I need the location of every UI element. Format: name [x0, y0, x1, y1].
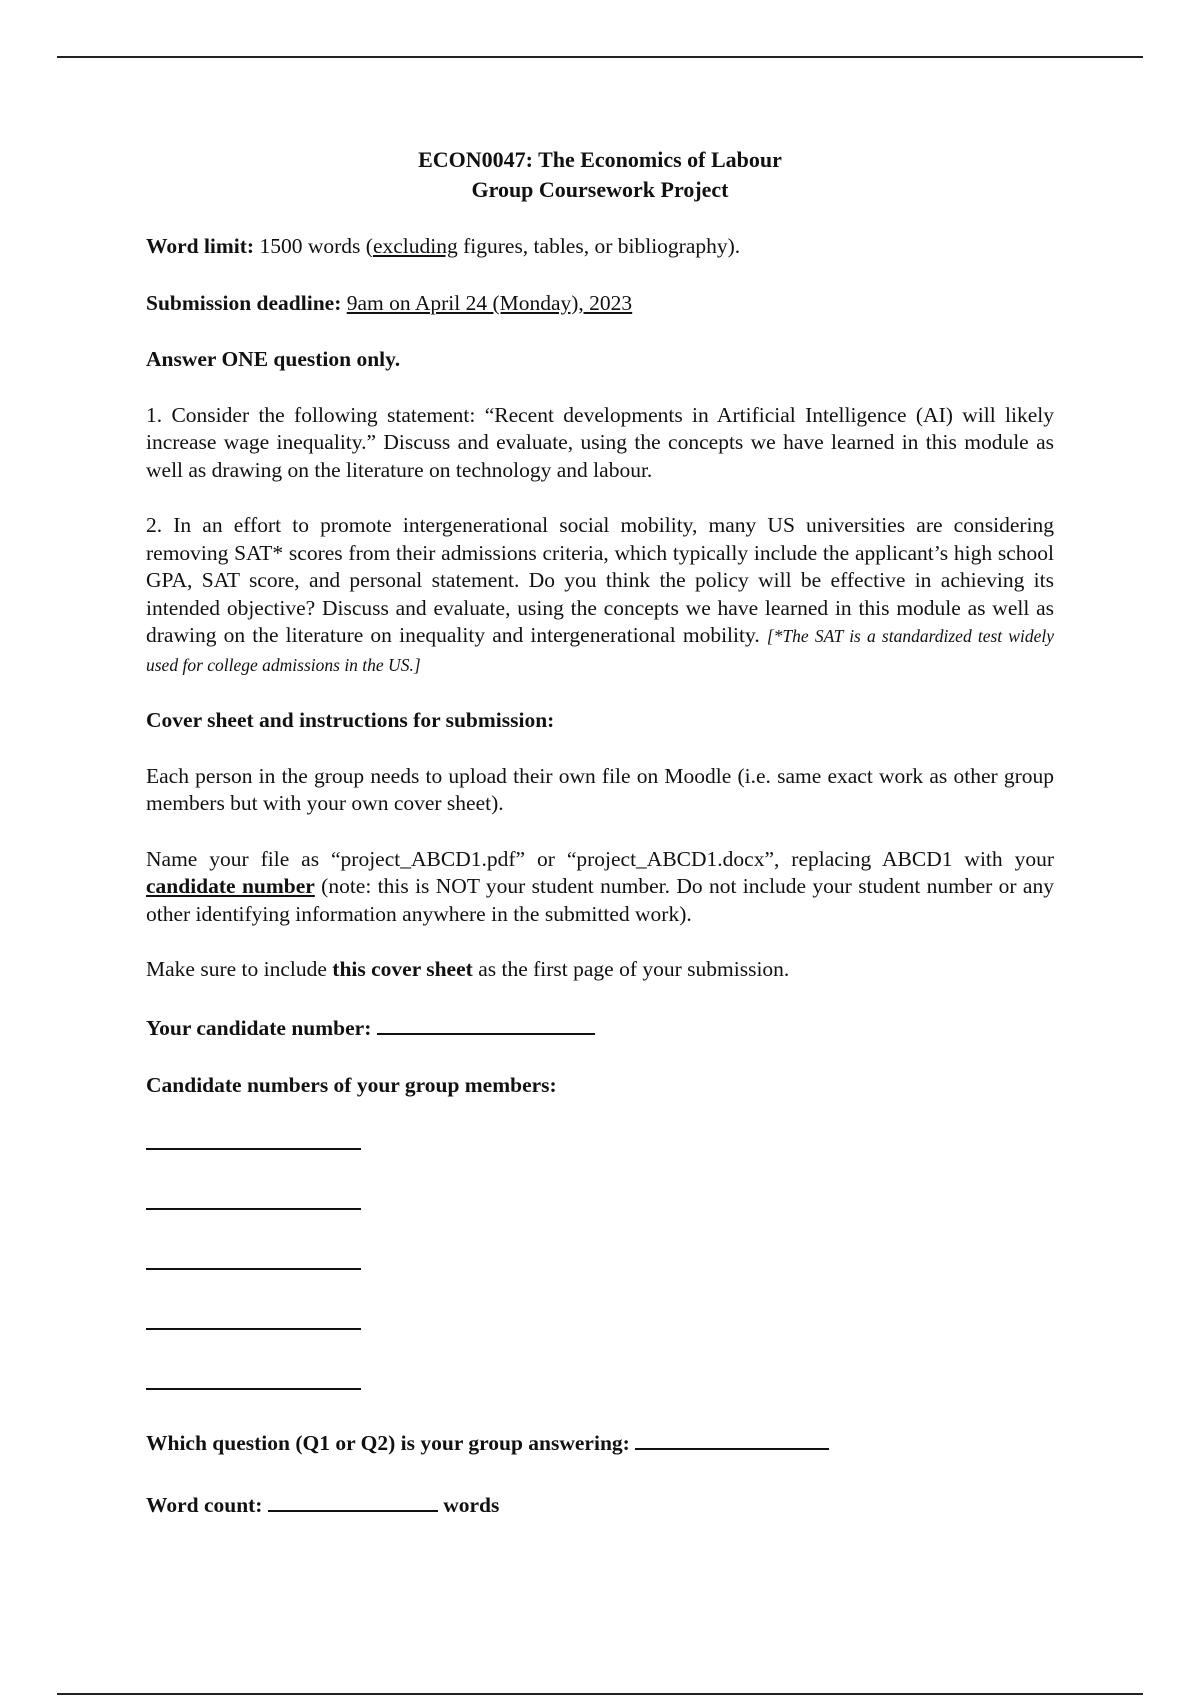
instruction: Answer ONE question only.	[146, 347, 401, 371]
naming-post: (note: this is NOT your student number. Do not include your student number or any other identifying information anywhere in the submitted work).	[146, 874, 1054, 926]
word-count-label: Word count:	[146, 1493, 263, 1517]
candidate-number-label: Your candidate number:	[146, 1015, 372, 1040]
member-field-1[interactable]	[146, 1148, 361, 1150]
question-1: 1. Consider the following statement: “Recent developments in Artificial Intelligence (AI) will likely increase wage inequality.” Discuss and evaluate, using the concepts we have learned in this module as well as drawing on the literature on technology and labour.	[146, 402, 1054, 482]
include-post: as the first page of your submission.	[472, 957, 790, 981]
question-choice-label: Which question (Q1 or Q2) is your group answering:	[146, 1430, 630, 1455]
word-limit-emphasis: excluding	[372, 234, 458, 258]
member-field-4[interactable]	[146, 1328, 361, 1330]
word-limit-line	[146, 233, 1054, 261]
member-field-3[interactable]	[146, 1268, 361, 1270]
upload-instruction: Each person in the group needs to upload their own file on Moodle (i.e. same exact work as other group members but with your own cover sheet).	[146, 763, 1054, 815]
word-count-field[interactable]	[268, 1490, 438, 1512]
question-choice-line	[146, 1428, 1054, 1458]
members-label: Candidate numbers of your group members:	[146, 1073, 557, 1097]
course-title: ECON0047: The Economics of Labour	[418, 147, 782, 172]
member-lines	[146, 1148, 1054, 1390]
include-pre: Make sure to include	[146, 957, 333, 981]
member-field-5[interactable]	[146, 1388, 361, 1390]
document-title	[146, 145, 1054, 205]
project-subtitle: Group Coursework Project	[471, 177, 729, 202]
deadline-line	[146, 290, 1054, 318]
candidate-number-field[interactable]	[377, 1013, 595, 1035]
naming-pre: Name your file as “project_ABCD1.pdf” or “project_ABCD1.docx”, replacing ABCD1 with your	[146, 846, 1054, 871]
candidate-number-line	[146, 1013, 1054, 1043]
top-rule	[57, 56, 1143, 58]
question-2-text: 2. In an effort to promote intergenerational social mobility, many US universities are considering removing SAT* scores from their admissions criteria, which typically include the applicant’s high school GPA, SAT score, and personal statement. Do you think the policy will be effective in achieving its intended objective? Discuss and evaluate, using the concepts we have learned in this module as well as drawing on the literature on inequality and intergenerational mobility.	[146, 513, 1054, 647]
word-limit-label: Word limit:	[146, 234, 255, 258]
document-page	[146, 145, 1054, 1520]
word-limit-post: figures, tables, or bibliography).	[457, 234, 741, 258]
naming-instruction	[146, 846, 1054, 929]
bottom-rule	[57, 1693, 1143, 1695]
deadline-value: 9am on April 24 (Monday), 2023	[346, 290, 633, 315]
question-2-note: [*The SAT is a standardized test widely used for college admissions in the US.]	[146, 626, 1054, 675]
cover-heading: Cover sheet and instructions for submission:	[146, 708, 555, 732]
question-2	[146, 512, 1054, 679]
word-limit-pre: 1500 words (	[259, 234, 373, 258]
word-count-line	[146, 1490, 1054, 1520]
question-choice-field[interactable]	[635, 1428, 829, 1450]
deadline-label: Submission deadline:	[146, 290, 342, 315]
candidate-number-term: candidate number	[146, 874, 315, 898]
word-count-unit: words	[443, 1493, 500, 1517]
include-instruction	[146, 956, 1054, 984]
include-bold: this cover sheet	[332, 957, 473, 981]
member-field-2[interactable]	[146, 1208, 361, 1210]
